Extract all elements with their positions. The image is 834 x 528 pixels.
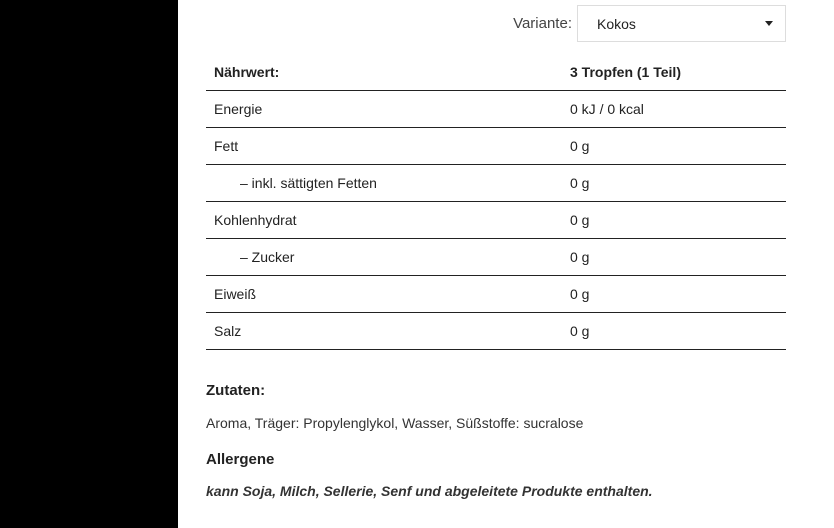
nutrient-name: Fett xyxy=(206,128,562,165)
nutrient-name: Salz xyxy=(206,313,562,350)
nutrient-value: 0 g xyxy=(562,276,786,313)
nutrient-name: – Zucker xyxy=(206,239,562,276)
variant-dropdown[interactable] xyxy=(577,5,786,42)
nutrient-name: – inkl. sättigten Fetten xyxy=(206,165,562,202)
nutrient-name: Kohlenhydrat xyxy=(206,202,562,239)
variant-selected-value: Kokos xyxy=(597,15,636,32)
allergens-heading: Allergene xyxy=(206,451,275,468)
table-row xyxy=(206,313,786,350)
left-sidebar-panel xyxy=(0,0,178,528)
nutrient-value: 0 g xyxy=(562,313,786,350)
nutrient-value: 0 g xyxy=(562,165,786,202)
table-row xyxy=(206,276,786,313)
nutrient-value: 0 g xyxy=(562,239,786,276)
variant-selector-row xyxy=(513,5,786,42)
nutrient-name: Energie xyxy=(206,91,562,128)
nutrient-value: 0 g xyxy=(562,202,786,239)
allergens-text: kann Soja, Milch, Sellerie, Senf und abgeleitete Produkte enthalten. xyxy=(206,483,653,499)
header-serving: 3 Tropfen (1 Teil) xyxy=(562,54,786,91)
nutrient-name: Eiweiß xyxy=(206,276,562,313)
table-row xyxy=(206,202,786,239)
table-row xyxy=(206,91,786,128)
nutrient-value: 0 g xyxy=(562,128,786,165)
ingredients-text: Aroma, Träger: Propylenglykol, Wasser, Süßstoffe: sucralose xyxy=(206,415,584,431)
table-row xyxy=(206,239,786,276)
ingredients-heading: Zutaten: xyxy=(206,382,266,399)
table-row xyxy=(206,128,786,165)
chevron-down-icon xyxy=(765,21,773,26)
table-row xyxy=(206,165,786,202)
nutrition-table xyxy=(206,54,786,350)
table-header-row xyxy=(206,54,786,91)
variant-label: Variante: xyxy=(513,15,572,32)
nutrient-value: 0 kJ / 0 kcal xyxy=(562,91,786,128)
header-nutrient: Nährwert: xyxy=(206,54,562,91)
